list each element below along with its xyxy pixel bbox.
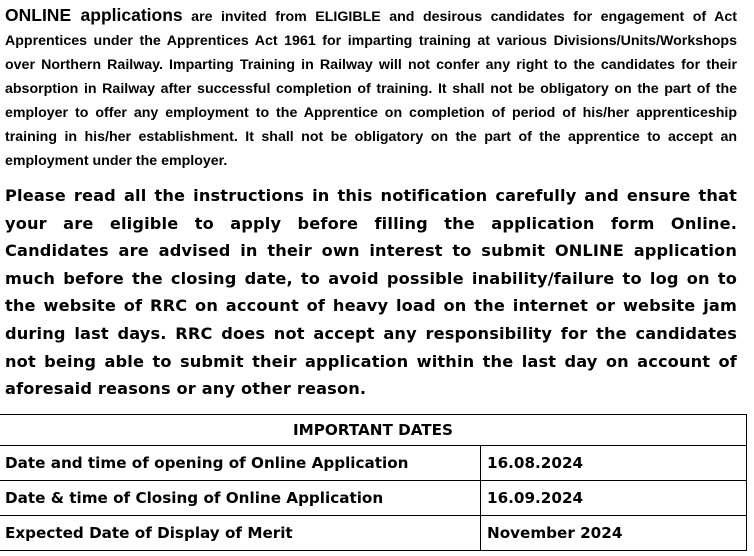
opening-date-label: Date and time of opening of Online Application bbox=[0, 446, 481, 481]
opening-date-value: 16.08.2024 bbox=[481, 446, 747, 481]
notice-paragraph-1 bbox=[5, 3, 737, 173]
instructions-paragraph: Please read all the instructions in this notification carefully and ensure that your are eligible to apply before filling the application form Online. Candidates are advised in their own interest to submit ONLINE application much before the closing date, to avoid possible inability/failure to log on to the website of RRC on account of heavy load on the internet or website jam during last days. RRC does not accept any responsibility for the candidates not being able to submit their application within the last day on account of aforesaid reasons or any other reason. bbox=[5, 186, 737, 399]
notice-lead: ONLINE applications bbox=[5, 5, 183, 25]
table-row bbox=[0, 516, 747, 551]
important-dates-header-row bbox=[0, 415, 747, 446]
merit-display-value: November 2024 bbox=[481, 516, 747, 551]
notice-paragraph-1-text: are invited from ELIGIBLE and desirous candidates for engagement of Act Apprentices under the Apprentices Act 1961 for imparting training at various Divisions/Units/Workshops over Northern Railway. Imparting Training in Railway will not confer any right to the candidates for their absorption in Railway after successful completion of training. It shall not be obligatory on the part of the employer to offer any employment to the Apprentice on completion of period of his/her apprenticeship training in his/her establishment. It shall not be obligatory on the part of the apprentice to accept an employment under the employer. bbox=[5, 9, 737, 169]
merit-display-label: Expected Date of Display of Merit bbox=[0, 516, 481, 551]
important-dates-header: IMPORTANT DATES bbox=[0, 415, 747, 446]
closing-date-label: Date & time of Closing of Online Application bbox=[0, 481, 481, 516]
important-dates-table bbox=[0, 414, 747, 551]
table-row bbox=[0, 446, 747, 481]
closing-date-value: 16.09.2024 bbox=[481, 481, 747, 516]
table-row bbox=[0, 481, 747, 516]
